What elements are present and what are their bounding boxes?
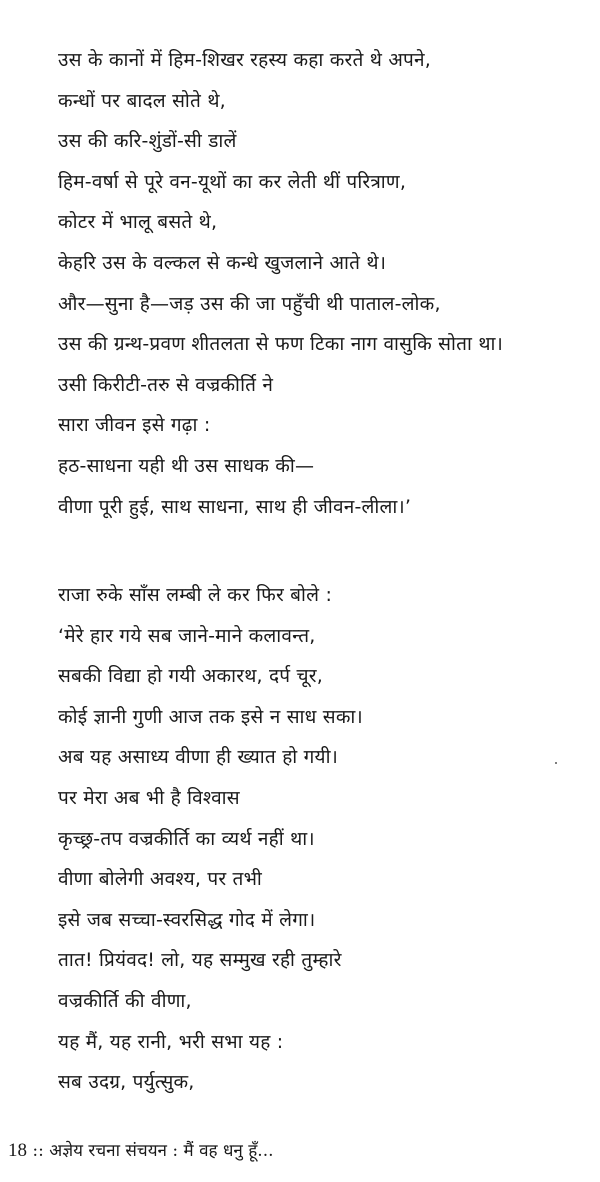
- verse-line: उस की ग्रन्थ-प्रवण शीतलता से फण टिका नाग वासुकि सोता था।: [58, 333, 503, 356]
- verse-line: कोई ज्ञानी गुणी आज तक इसे न साध सका।: [58, 705, 363, 728]
- stanza-2: [58, 575, 593, 1103]
- verse-line: कृच्छ्र-तप वज्रकीर्ति का व्यर्थ नहीं था।: [58, 827, 315, 850]
- verse-line: कन्धों पर बादल सोते थे,: [58, 89, 226, 112]
- verse-line: उस के कानों में हिम-शिखर रहस्य कहा करते थे अपने,: [58, 49, 432, 71]
- verse-line: उसी किरीटी-तरु से वज्रकीर्ति ने: [58, 373, 274, 396]
- verse-line: और—सुना है—जड़ उस की जा पहुँची थी पाताल-लोक,: [58, 292, 441, 315]
- verse-line: पर मेरा अब भी है विश्वास: [58, 786, 240, 809]
- page-number: 18: [8, 1140, 27, 1161]
- verse-line: केहरि उस के वल्कल से कन्धे खुजलाने आते थे।: [58, 251, 387, 274]
- verse-line: वीणा बोलेगी अवश्य, पर तभी: [58, 868, 263, 891]
- verse-line: ‘मेरे हार गये सब जाने-माने कलावन्त,: [58, 624, 316, 647]
- verse-line: अब यह असाध्य वीणा ही ख्यात हो गयी।: [58, 746, 339, 769]
- running-footer-text: :: अज्ञेय रचना संचयन : मैं वह धनु हूँ...: [32, 1141, 274, 1161]
- verse-line: यह मैं, यह रानी, भरी सभा यह :: [58, 1030, 284, 1053]
- verse-line: सारा जीवन इसे गढ़ा :: [58, 414, 211, 437]
- verse-line: इसे जब सच्चा-स्वरसिद्ध गोद में लेगा।: [58, 908, 316, 931]
- page-footer: [8, 1138, 274, 1162]
- verse-line: तात! प्रियंवद! लो, यह सम्मुख रही तुम्हारे: [58, 949, 342, 972]
- verse-line: उस की करि-शुंडों-सी डालें: [58, 130, 237, 153]
- verse-line: कोटर में भालू बसते थे,: [58, 211, 218, 234]
- verse-line: हठ-साधना यही थी उस साधक की—: [58, 454, 315, 477]
- verse-line: सब उदग्र, पर्युत्सुक,: [58, 1071, 195, 1094]
- verse-line: वज्रकीर्ति की वीणा,: [58, 989, 192, 1012]
- verse-line: वीणा पूरी हुई, साथ साधना, साथ ही जीवन-लीला।’: [58, 495, 412, 518]
- verse-line: सबकी विद्या हो गयी अकारथ, दर्प चूर,: [58, 665, 324, 688]
- stanza-1: [58, 40, 593, 527]
- verse-line: राजा रुके साँस लम्बी ले कर फिर बोले :: [58, 584, 333, 606]
- verse-line: हिम-वर्षा से पूरे वन-यूथों का कर लेती थीं परित्राण,: [58, 170, 407, 193]
- paper-speck: [555, 762, 557, 764]
